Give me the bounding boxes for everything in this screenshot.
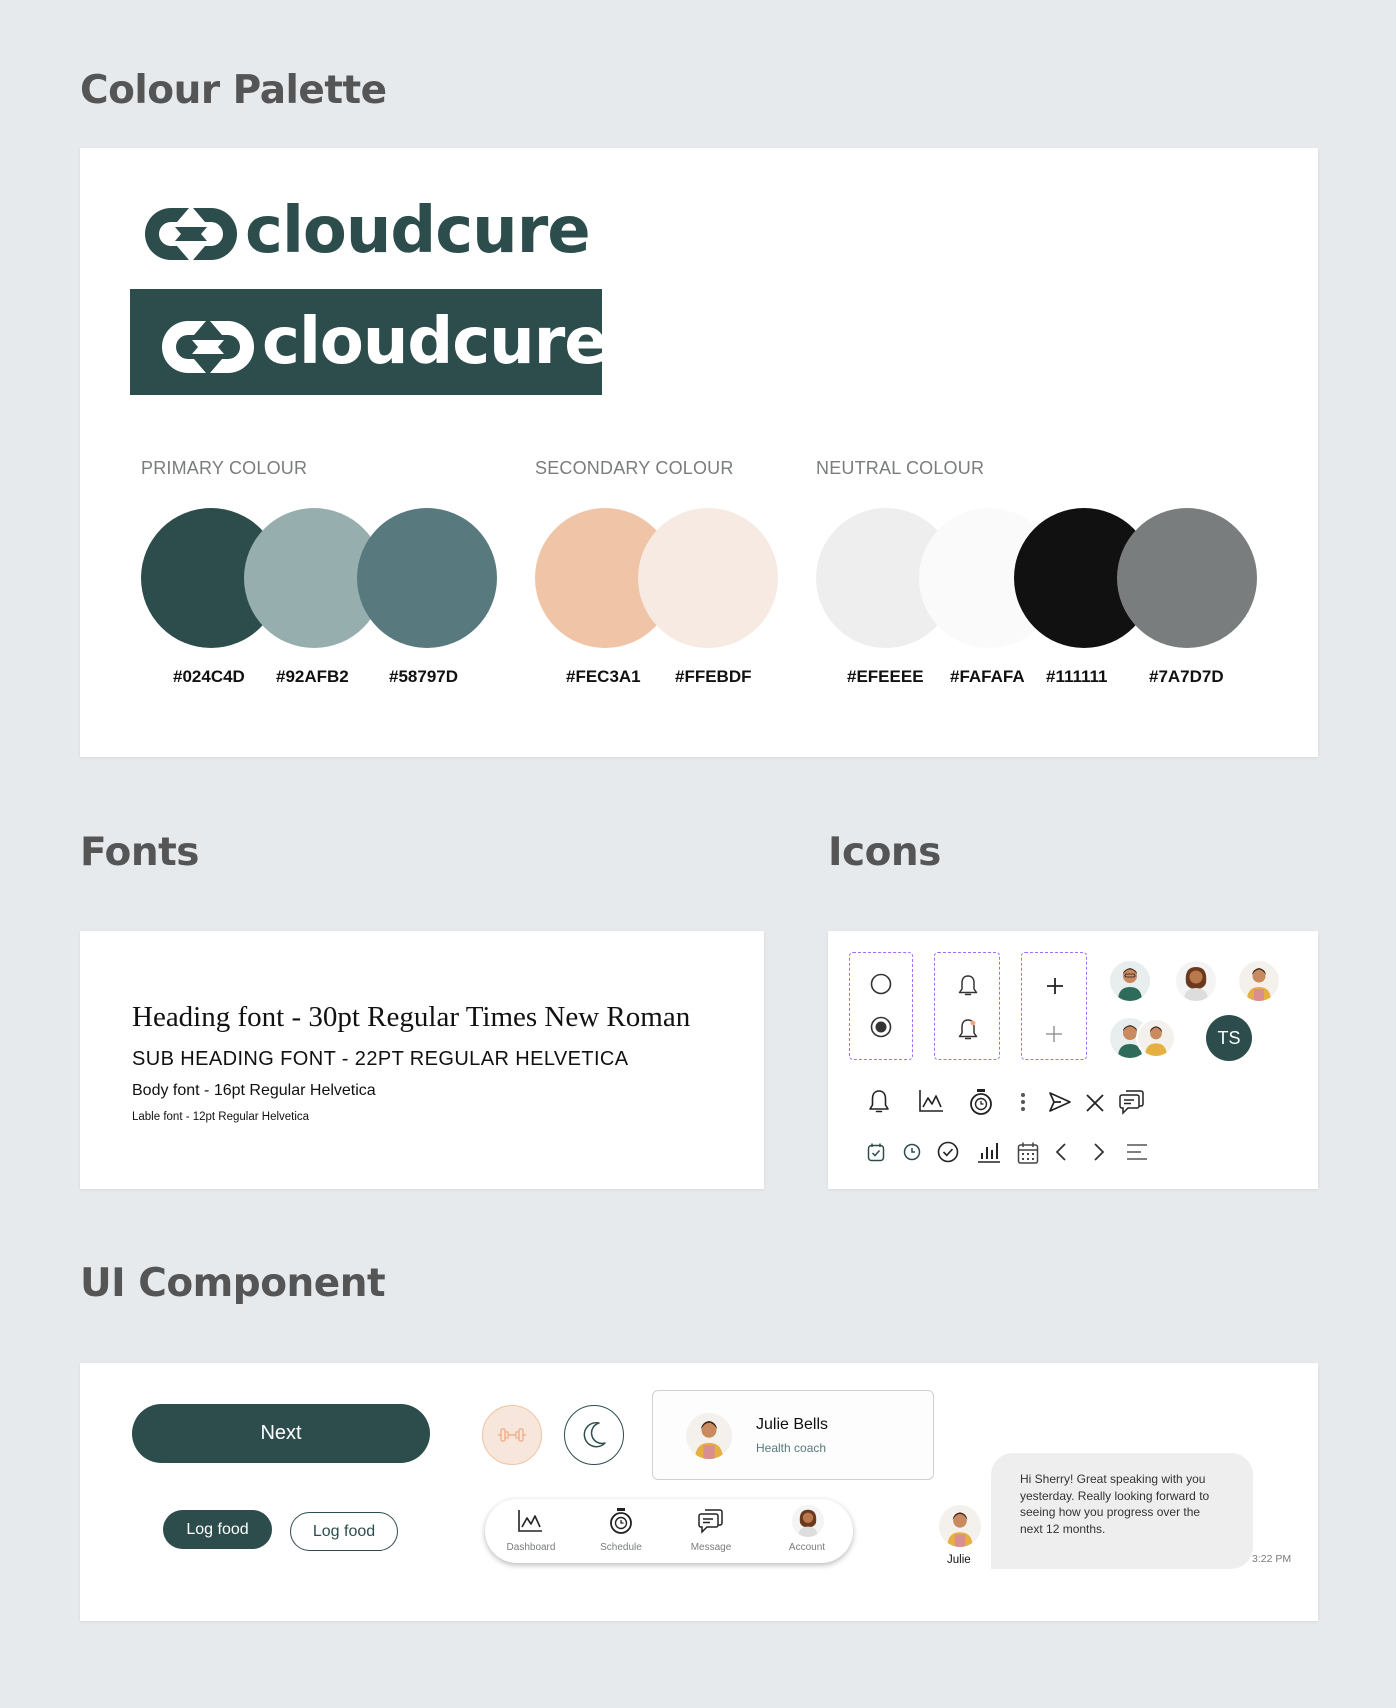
account-avatar	[792, 1505, 824, 1537]
avatar-woman[interactable]	[1176, 961, 1216, 1001]
avatar-man[interactable]	[1110, 961, 1150, 1001]
more-vertical-icon[interactable]	[1019, 1091, 1027, 1113]
chart-icon[interactable]	[918, 1089, 944, 1113]
swatch-secondary-2	[638, 508, 778, 648]
swatch-primary-3	[357, 508, 497, 648]
primary-colour-label: PRIMARY COLOUR	[141, 458, 308, 478]
palette-card	[80, 148, 1318, 757]
log-food-filled-button[interactable]: Log food	[163, 1510, 272, 1549]
radio-checked-icon[interactable]	[870, 1016, 892, 1038]
hex-neutral-2: #FAFAFA	[950, 667, 1025, 686]
menu-icon[interactable]	[1126, 1143, 1148, 1161]
coach-avatar	[686, 1413, 732, 1459]
chat-icon	[698, 1508, 724, 1534]
radio-variants	[849, 952, 913, 1060]
nav-message[interactable]	[679, 1505, 743, 1557]
subheading-font-sample: SUB HEADING FONT - 22PT REGULAR HELVETICA	[132, 1048, 629, 1070]
send-icon[interactable]	[1048, 1091, 1072, 1113]
chat-message-text: Hi Sherry! Great speaking with you yesterday. Really looking forward to seeing how you progress over the next 12 months.	[1020, 1472, 1210, 1536]
hex-primary-2: #92AFB2	[276, 667, 349, 686]
chevron-left-icon[interactable]	[1054, 1142, 1068, 1162]
heading-font-sample: Heading font - 30pt Regular Times New Roman	[132, 1001, 691, 1033]
coach-name: Julie Bells	[756, 1416, 829, 1433]
log-food-outline-button[interactable]: Log food	[290, 1512, 398, 1551]
logo-mark-icon	[162, 321, 254, 373]
nav-dashboard[interactable]	[499, 1505, 563, 1557]
check-circle-icon[interactable]	[937, 1141, 959, 1163]
stopwatch-icon	[608, 1507, 634, 1535]
logo-wordmark: cloudcure	[245, 194, 590, 268]
calendar-check-icon[interactable]	[867, 1142, 885, 1162]
coach-role: Health coach	[756, 1441, 827, 1455]
avatar-group-julie[interactable]	[1136, 1018, 1176, 1058]
hex-neutral-4: #7A7D7D	[1149, 667, 1224, 686]
fitness-toggle-button[interactable]	[482, 1405, 542, 1465]
logo-dark	[130, 289, 607, 395]
chevron-right-icon[interactable]	[1092, 1142, 1106, 1162]
chart-icon	[517, 1509, 543, 1533]
icons-section-title: Icons	[828, 830, 941, 875]
radio-unchecked-icon[interactable]	[870, 973, 892, 995]
next-button[interactable]: Next	[132, 1404, 430, 1463]
sleep-toggle-button[interactable]	[564, 1405, 624, 1465]
nav-schedule[interactable]	[589, 1505, 653, 1557]
secondary-colour-label: SECONDARY COLOUR	[535, 458, 734, 478]
dumbbell-icon	[497, 1426, 527, 1444]
chat-icon[interactable]	[1119, 1089, 1145, 1115]
plus-icon[interactable]	[1045, 976, 1065, 996]
chat-sender-name: Julie	[947, 1554, 971, 1566]
ui-component-card	[80, 1363, 1318, 1621]
body-font-sample: Body font - 16pt Regular Helvetica	[132, 1082, 376, 1099]
nav-message-label: Message	[690, 1542, 732, 1553]
bell-variants	[934, 952, 1000, 1060]
hex-secondary-1: #FEC3A1	[566, 667, 641, 686]
fonts-card	[80, 931, 764, 1189]
logo-light	[145, 194, 590, 270]
chat-sender-avatar	[939, 1505, 981, 1547]
bar-chart-icon[interactable]	[977, 1141, 1001, 1163]
plus-variants	[1021, 952, 1087, 1060]
nav-account[interactable]	[775, 1505, 839, 1557]
nav-account-label: Account	[788, 1542, 826, 1553]
logo-wordmark: cloudcure	[262, 305, 607, 379]
logo-mark-icon	[145, 208, 237, 260]
ui-section-title: UI Component	[80, 1261, 386, 1306]
palette-section-title: Colour Palette	[80, 68, 387, 113]
nav-schedule-label: Schedule	[600, 1542, 642, 1553]
clock-icon[interactable]	[903, 1143, 921, 1161]
neutral-colour-label: NEUTRAL COLOUR	[816, 458, 985, 478]
hex-neutral-3: #111111	[1046, 667, 1108, 686]
nav-dashboard-label: Dashboard	[506, 1542, 556, 1553]
bell-notification-icon[interactable]	[957, 1018, 979, 1042]
coach-card[interactable]	[652, 1390, 934, 1480]
label-font-sample: Lable font - 12pt Regular Helvetica	[132, 1111, 310, 1123]
stopwatch-icon[interactable]	[968, 1088, 994, 1116]
icons-card	[828, 931, 1318, 1189]
chat-bubble	[991, 1453, 1253, 1569]
bottom-navigation	[485, 1499, 853, 1563]
moon-icon	[581, 1421, 607, 1449]
hex-primary-3: #58797D	[389, 667, 459, 686]
hex-neutral-1: #EFEEEE	[847, 667, 924, 686]
chat-timestamp: 3:22 PM	[1252, 1553, 1292, 1565]
swatch-neutral-4	[1117, 508, 1257, 648]
plus-light-icon[interactable]	[1045, 1025, 1063, 1043]
avatar-julie[interactable]	[1239, 961, 1279, 1001]
hex-primary-1: #024C4D	[173, 667, 245, 686]
hex-secondary-2: #FFEBDF	[675, 667, 752, 686]
fonts-section-title: Fonts	[80, 830, 199, 875]
initials-avatar[interactable]: TS	[1206, 1015, 1252, 1061]
close-icon[interactable]	[1084, 1092, 1106, 1114]
bell-icon[interactable]	[957, 974, 979, 998]
bell-icon[interactable]	[868, 1089, 890, 1115]
calendar-icon[interactable]	[1017, 1141, 1039, 1165]
